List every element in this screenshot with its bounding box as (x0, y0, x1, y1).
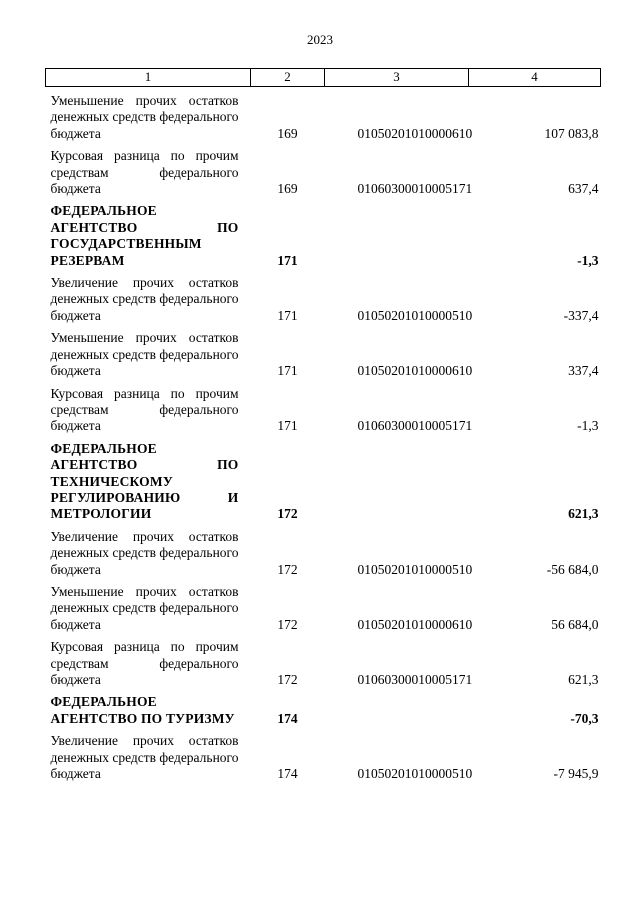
agency-name: ФЕДЕРАЛЬНОЕ АГЕНТСТВО ПО ГОСУДАРСТВЕННЫМ РЕЗЕРВАМ (50, 203, 239, 268)
row-sum: 107 083,8 (544, 125, 599, 141)
agency-name: ФЕДЕРАЛЬНОЕ АГЕНТСТВО ПО ТУРИЗМУ (50, 694, 235, 726)
row-sum: 56 684,0 (551, 616, 599, 632)
row-code: 169 (277, 125, 298, 141)
row-sum: -337,4 (563, 307, 599, 323)
row-kbk-code: 01050201010000610 (357, 363, 473, 379)
row-code: 172 (277, 672, 298, 687)
table-body (46, 87, 601, 783)
row-sum: -7 945,9 (553, 766, 599, 782)
table-row (46, 142, 601, 197)
row-kbk-code: 01060300010005171 (357, 181, 473, 197)
row-sum: 621,3 (568, 672, 599, 687)
row-name: Увеличение прочих остатков денежных средств федерального бюджета (50, 275, 239, 323)
row-name: Уменьшение прочих остатков денежных средств федерального бюджета (50, 330, 239, 379)
row-name-cell (46, 633, 251, 688)
row-code: 172 (277, 506, 298, 522)
row-name-cell (46, 727, 251, 782)
column-header-4: 4 (469, 69, 601, 87)
row-name-cell (46, 523, 251, 578)
row-sum: 337,4 (568, 363, 599, 379)
row-sum: 621,3 (568, 506, 599, 522)
row-code: 174 (277, 766, 298, 782)
table-row-agency (46, 688, 601, 727)
row-name-cell (46, 324, 251, 379)
row-kbk-code: 01060300010005171 (357, 672, 473, 687)
row-kbk-code (325, 688, 469, 727)
table-row (46, 269, 601, 324)
table-row (46, 324, 601, 379)
row-sum: -56 684,0 (546, 561, 599, 577)
agency-name: ФЕДЕРАЛЬНОЕ АГЕНТСТВО ПО ТЕХНИЧЕСКОМУ РЕГУЛИРОВАНИЮ И МЕТРОЛОГИИ (50, 440, 239, 522)
row-code: 171 (277, 252, 298, 268)
budget-table (45, 68, 601, 782)
row-name: Уменьшение прочих остатков денежных средств федерального бюджета (50, 583, 239, 632)
row-sum: -1,3 (577, 418, 599, 434)
table-row-agency (46, 435, 601, 523)
row-code: 172 (277, 561, 298, 577)
row-kbk-code: 01050201010000610 (357, 125, 473, 141)
row-kbk-code (325, 435, 469, 523)
row-name: Курсовая разница по прочим средствам федерального бюджета (50, 639, 239, 687)
row-name: Увеличение прочих остатков денежных средств федерального бюджета (50, 733, 239, 782)
row-code: 174 (277, 710, 298, 726)
row-code: 171 (277, 307, 298, 323)
row-kbk-code (325, 197, 469, 269)
table-header (46, 69, 601, 87)
row-name-cell (46, 578, 251, 633)
row-sum: -70,3 (570, 710, 599, 726)
row-name-cell (46, 435, 251, 523)
row-kbk-code: 01050201010000510 (357, 307, 473, 323)
row-code: 169 (277, 181, 298, 197)
row-name-cell (46, 688, 251, 727)
table-row (46, 380, 601, 435)
table-row (46, 727, 601, 782)
table-row (46, 87, 601, 143)
row-kbk-code: 01050201010000510 (357, 561, 473, 577)
row-name-cell (46, 197, 251, 269)
row-sum: -1,3 (577, 252, 599, 268)
row-name-cell (46, 142, 251, 197)
row-kbk-code: 01050201010000510 (357, 766, 473, 782)
row-name: Курсовая разница по прочим средствам федерального бюджета (50, 385, 239, 434)
row-name-cell (46, 269, 251, 324)
column-header-1: 1 (46, 69, 251, 87)
column-header-3: 3 (325, 69, 469, 87)
row-name: Уменьшение прочих остатков денежных средств федерального бюджета (50, 93, 239, 141)
row-sum: 637,4 (568, 181, 599, 197)
table-row (46, 523, 601, 578)
column-header-2: 2 (251, 69, 325, 87)
row-kbk-code: 01050201010000610 (357, 616, 473, 632)
row-name: Увеличение прочих остатков денежных средств федерального бюджета (50, 528, 239, 577)
row-name: Курсовая разница по прочим средствам федерального бюджета (50, 148, 239, 197)
row-code: 171 (277, 363, 298, 379)
row-kbk-code: 01060300010005171 (357, 418, 473, 434)
table-row-agency (46, 197, 601, 269)
row-code: 172 (277, 616, 298, 632)
row-code: 171 (277, 418, 298, 434)
page-number: 2023 (307, 32, 333, 47)
row-name-cell (46, 380, 251, 435)
table-row (46, 578, 601, 633)
table-row (46, 633, 601, 688)
row-name-cell (46, 87, 251, 143)
